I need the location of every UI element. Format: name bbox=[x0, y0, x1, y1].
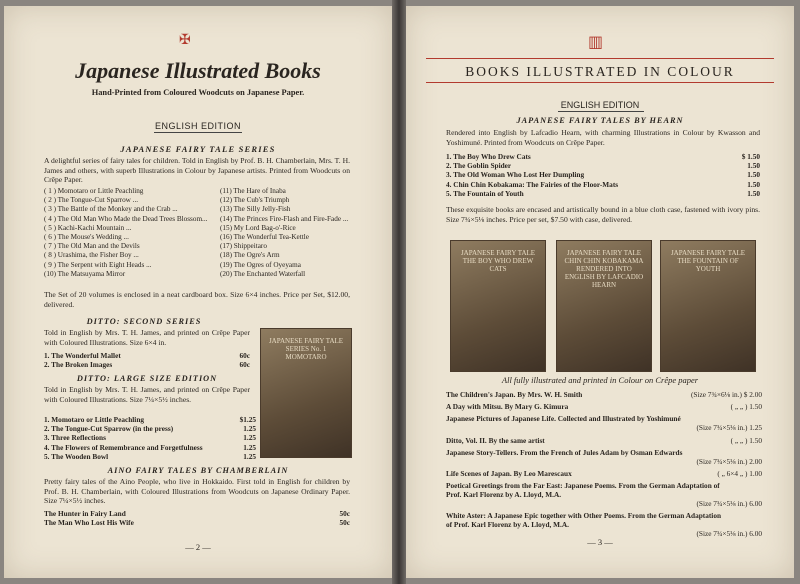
aino-intro: Pretty fairy tales of the Aino People, who live in Hokkaido. First told in English for children by Prof. B. H. Chamberlain, with Coloured Illustrations from Woodcuts on Japanese Ordinary Paper. Size 7¼×5½ inches. bbox=[44, 477, 350, 506]
list-item: The Children's Japan. By Mrs. W. H. Smith (Size 7¾×6⅛ in.) $ 2.00 bbox=[446, 390, 762, 399]
fairy-tale-series-intro: A delightful series of fairy tales for children. Told in English by Prof. B. H. Chamberlain, Mrs. T. H. James and others, with superb Illustrations in Colour by Japanese artists. Printed from Woodcuts on Crêpe Paper. bbox=[44, 156, 350, 185]
boy-who-drew-cats-cover: JAPANESE FAIRY TALE THE BOY WHO DREW CATS bbox=[450, 240, 546, 372]
list-item: A Day with Mitsu. By Mary G. Kimura ( „ „ ) 1.50 bbox=[446, 402, 762, 412]
list-item: (13) The Silly Jelly-Fish bbox=[220, 205, 291, 214]
list-item: (12) The Cub's Triumph bbox=[220, 196, 290, 205]
list-item: 5. The Wooden Bowl 1.25 bbox=[44, 451, 256, 461]
right-page-number: — 3 — bbox=[587, 537, 613, 547]
list-item: 1. Momotaro or Little Peachling $1.25 bbox=[44, 415, 256, 424]
list-item: (11) The Hare of Inaba bbox=[220, 187, 286, 195]
list-item: (10) The Matsuyama Mirror bbox=[44, 269, 126, 278]
list-item: 1. The Boy Who Drew Cats $ 1.50 bbox=[446, 152, 760, 161]
large-size-intro: Told in English by Mrs. T. H. James, and printed on Crêpe Paper with Coloured Illustrations. Size 7¼×5½ inches. bbox=[44, 385, 250, 404]
list-item: (18) The Ogre's Arm bbox=[220, 251, 280, 260]
list-item: The Hunter in Fairy Land 50c bbox=[44, 509, 350, 518]
large-size-list bbox=[44, 415, 256, 461]
left-page-subtitle: Hand-Printed from Coloured Woodcuts on Japanese Paper. bbox=[91, 88, 305, 97]
list-item: (17) Shippeitaro bbox=[220, 242, 267, 251]
list-item: 3. The Old Woman Who Lost Her Dumpling 1.50 bbox=[446, 170, 760, 180]
list-item: 1. The Wonderful Mallet 60c bbox=[44, 351, 250, 360]
list-item: The Man Who Lost His Wife 50c bbox=[44, 518, 350, 528]
red-seal-mark: ✠ bbox=[179, 33, 191, 48]
edition-underline bbox=[558, 111, 644, 112]
list-item: Ditto, Vol. II. By the same artist ( „ „ ) 1.50 bbox=[446, 435, 762, 445]
left-page bbox=[4, 6, 392, 578]
books-list bbox=[446, 390, 762, 539]
second-series-list bbox=[44, 351, 250, 369]
list-item: 3. Three Reflections 1.25 bbox=[44, 433, 256, 443]
list-item: 4. The Flowers of Remembrance and Forgetfulness 1.25 bbox=[44, 442, 256, 452]
chin-chin-kobakama-cover: JAPANESE FAIRY TALE CHIN CHIN KOBAKAMA RENDERED INTO ENGLISH BY LAFCADIO HEARN bbox=[556, 240, 652, 372]
list-item: (20) The Enchanted Waterfall bbox=[220, 269, 306, 278]
aino-heading: AINO FAIRY TALES BY CHAMBERLAIN bbox=[107, 466, 289, 475]
left-page-number: — 2 — bbox=[185, 542, 211, 552]
list-item: ( 8 ) Urashima, the Fisher Boy ... bbox=[44, 251, 139, 260]
fairy-tale-series-heading: JAPANESE FAIRY TALE SERIES bbox=[120, 144, 276, 154]
aino-list bbox=[44, 509, 350, 527]
list-item: 5. The Fountain of Youth 1.50 bbox=[446, 188, 760, 198]
list-item: ( 4 ) The Old Man Who Made the Dead Trees Blossom... bbox=[44, 214, 208, 223]
right-page-title: BOOKS ILLUSTRATED IN COLOUR bbox=[465, 64, 735, 79]
list-item: 4. Chin Chin Kobakama: The Fairies of the Floor-Mats 1.50 bbox=[446, 179, 760, 189]
second-series-intro: Told in English by Mrs. T. H. James, and printed on Crêpe Paper with Coloured Illustrations. Size 6×4 in. bbox=[44, 328, 250, 347]
list-item: ( 2 ) The Tongue-Cut Sparrow ... bbox=[44, 196, 139, 205]
fairy-tale-price-note: The Set of 20 volumes is enclosed in a neat cardboard box. Size 6×4 inches. Price per Set, $12.00, delivered. bbox=[44, 290, 350, 309]
right-page bbox=[406, 6, 794, 578]
book-gutter bbox=[392, 0, 406, 584]
edition-underline bbox=[154, 132, 242, 133]
hearn-list bbox=[446, 152, 760, 198]
fairy-tale-list bbox=[44, 187, 370, 279]
right-edition-label: ENGLISH EDITION bbox=[560, 100, 640, 110]
hearn-heading: JAPANESE FAIRY TALES BY HEARN bbox=[516, 116, 684, 125]
header-rule-bottom bbox=[426, 82, 774, 83]
left-edition-label: ENGLISH EDITION bbox=[154, 121, 241, 131]
list-item: (15) My Lord Bag-o'-Rice bbox=[220, 223, 296, 232]
list-item: (14) The Princes Fire-Flash and Fire-Fade ... bbox=[220, 214, 349, 223]
list-item: ( 3 ) The Battle of the Monkey and the Crab ... bbox=[44, 205, 178, 214]
list-item: 2. The Tongue-Cut Sparrow (in the press) 1.25 bbox=[44, 424, 256, 434]
fairy-tale-column-1 bbox=[44, 187, 214, 279]
list-item: ( 7 ) The Old Man and the Devils bbox=[44, 242, 140, 251]
momotaro-cover-illustration: JAPANESE FAIRY TALE SERIES No. 1 MOMOTARO bbox=[260, 328, 352, 458]
left-page-title: Japanese Illustrated Books bbox=[75, 58, 321, 83]
list-item: Life Scenes of Japan. By Leo Marescaux ( „ 6×4 „ ) 1.00 bbox=[446, 469, 762, 479]
header-rule-top bbox=[426, 58, 774, 59]
list-item: 2. The Broken Images 60c bbox=[44, 360, 250, 370]
list-item: (19) The Ogres of Oyeyama bbox=[220, 260, 301, 269]
list-item: (16) The Wonderful Tea-Kettle bbox=[220, 233, 309, 242]
list-item: Japanese Story-Tellers. From the French of Jules Adam by Osman Edwards (Size 7¾×5⅛ in.) 2.00 bbox=[446, 447, 762, 466]
list-item: ( 6 ) The Mouse's Wedding ... bbox=[44, 233, 129, 242]
list-item: 2. The Goblin Spider 1.50 bbox=[446, 161, 760, 171]
fairy-tale-column-2 bbox=[220, 187, 370, 279]
red-emblem-icon: ▥ bbox=[588, 34, 604, 51]
fountain-of-youth-cover: JAPANESE FAIRY TALE THE FOUNTAIN OF YOUTH bbox=[660, 240, 756, 372]
list-item: ( 1 ) Momotaro or Little Peachling bbox=[44, 187, 144, 195]
list-item: White Aster: A Japanese Epic together with Other Poems. From the German Adaptation of Prof. Karl Florenz by A. Lloyd, M.A. (Size 7¾×5⅛ in.) 6.00 bbox=[446, 511, 762, 539]
second-series-heading: DITTO: SECOND SERIES bbox=[86, 317, 202, 326]
covers-caption: All fully illustrated and printed in Colour on Crêpe paper bbox=[501, 375, 699, 385]
list-item: Poetical Greetings from the Far East: Japanese Poems. From the German Adaptation of Prof. Karl Florenz by A. Lloyd, M.A. (Size 7¾×5⅛ in.) 6.00 bbox=[446, 481, 762, 509]
list-item: Japanese Pictures of Japanese Life. Collected and Illustrated by Yoshimuné (Size 7¾×5⅛ in.) 1.25 bbox=[446, 414, 762, 433]
hearn-note: These exquisite books are encased and artistically bound in a blue cloth case, fastened with ivory pins. Size 7¾×5⅛ inches. Price per set, $7.50 with case, delivered. bbox=[446, 205, 760, 224]
large-size-heading: DITTO: LARGE SIZE EDITION bbox=[76, 374, 218, 383]
list-item: ( 9 ) The Serpent with Eight Heads ... bbox=[44, 260, 152, 269]
list-item: ( 5 ) Kachi-Kachi Mountain ... bbox=[44, 223, 132, 232]
hearn-intro: Rendered into English by Lafcadio Hearn, with charming Illustrations in Colour by Kwasson and Yoshimuné. Printed from Woodcuts on Crêpe Paper. bbox=[446, 128, 760, 147]
